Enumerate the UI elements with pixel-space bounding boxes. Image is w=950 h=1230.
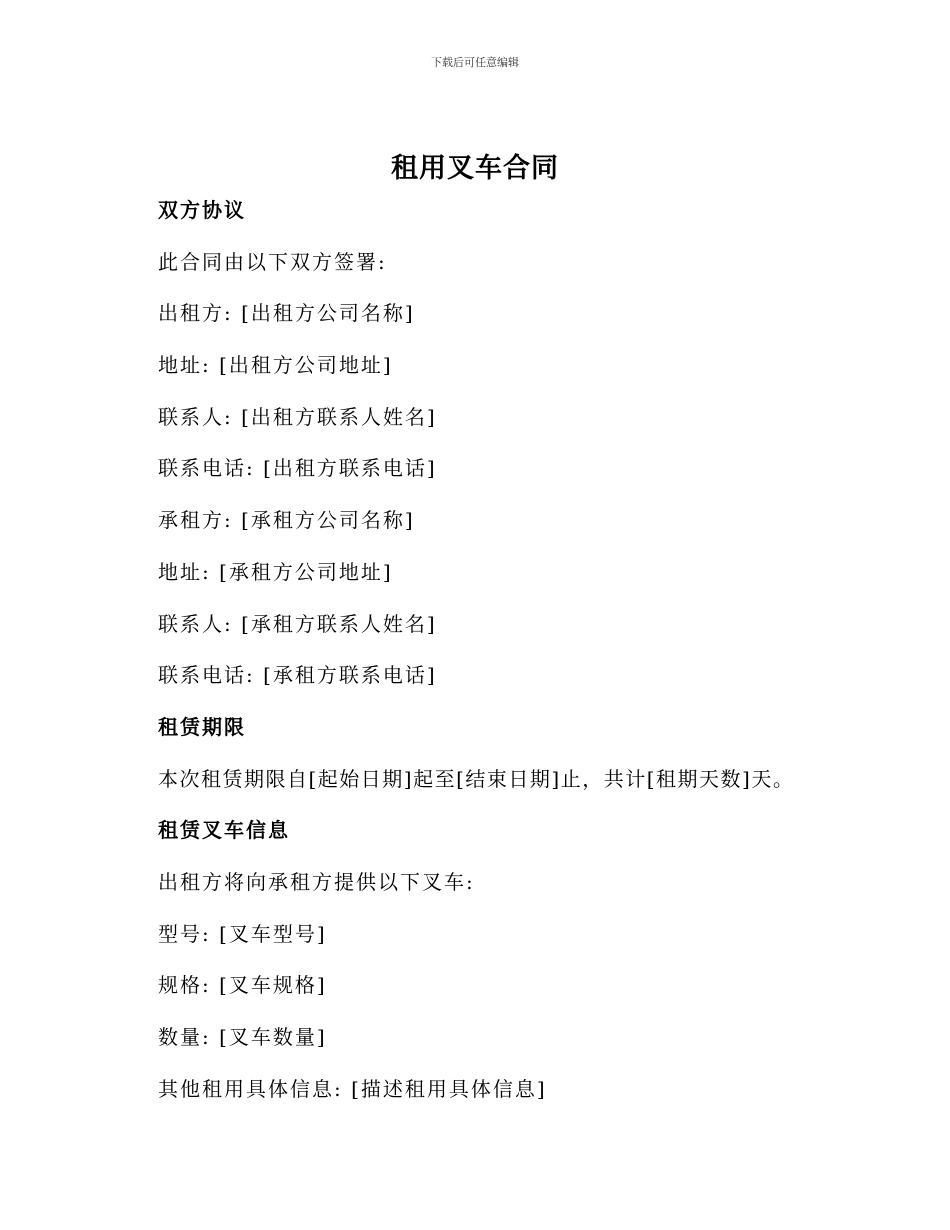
- section-heading-parties: 双方协议: [158, 198, 246, 222]
- parties-intro: 此合同由以下双方签署:: [158, 250, 387, 274]
- section-heading-forklift: 租赁叉车信息: [158, 818, 290, 842]
- term-body: 本次租赁期限自[起始日期]起至[结束日期]止，共计[租期天数]天。: [158, 767, 795, 791]
- forklift-model: 型号: [叉车型号]: [158, 922, 327, 946]
- lessor-phone: 联系电话: [出租方联系电话]: [158, 456, 437, 480]
- forklift-intro: 出租方将向承租方提供以下叉车:: [158, 870, 475, 894]
- lessee-name: 承租方: [承租方公司名称]: [158, 508, 415, 532]
- section-heading-term: 租赁期限: [158, 715, 246, 739]
- lessor-address: 地址: [出租方公司地址]: [158, 353, 393, 377]
- header-note: 下载后可任意编辑: [431, 56, 519, 69]
- lessee-contact: 联系人: [承租方联系人姓名]: [158, 612, 437, 636]
- lessor-name: 出租方: [出租方公司名称]: [158, 301, 415, 325]
- lessee-phone: 联系电话: [承租方联系电话]: [158, 663, 437, 687]
- forklift-quantity: 数量: [叉车数量]: [158, 1025, 327, 1049]
- lessee-address: 地址: [承租方公司地址]: [158, 560, 393, 584]
- forklift-spec: 规格: [叉车规格]: [158, 973, 327, 997]
- forklift-other-info: 其他租用具体信息: [描述租用具体信息]: [158, 1077, 547, 1101]
- lessor-contact: 联系人: [出租方联系人姓名]: [158, 405, 437, 429]
- document-title: 租用叉车合同: [391, 153, 559, 184]
